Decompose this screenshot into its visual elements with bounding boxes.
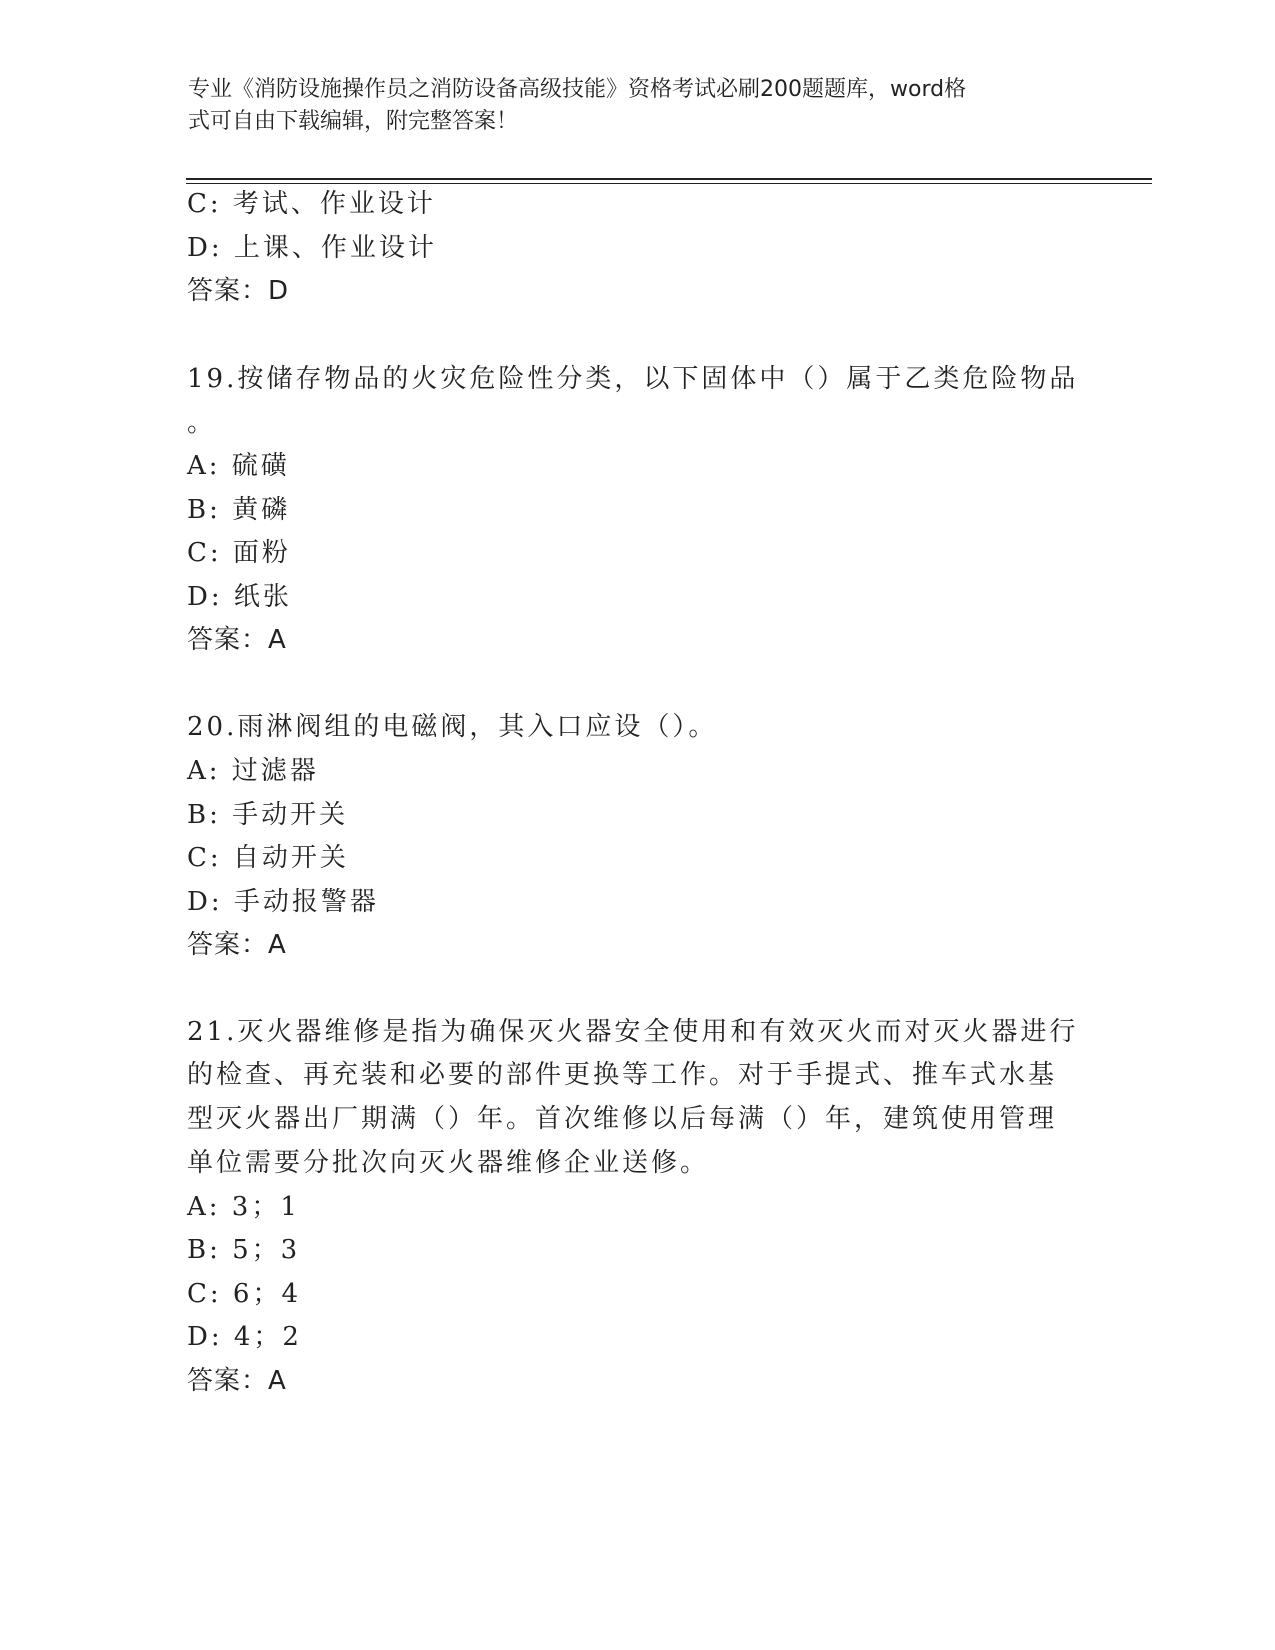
q21-option-a: A: 3；1 <box>187 1192 300 1222</box>
q21-text-line-4: 单位需要分批次向灭火器维修企业送修。 <box>187 1148 710 1178</box>
q21-answer: 答案：A <box>187 1366 287 1396</box>
q20-option-c: C: 自动开关 <box>187 843 349 873</box>
q19-answer: 答案：A <box>187 625 287 655</box>
prev-option-d: D: 上课、作业设计 <box>187 233 437 263</box>
q19-text-line-2: 。 <box>187 408 217 438</box>
q21-option-b: B: 5；3 <box>187 1235 301 1265</box>
q20-option-b: B: 手动开关 <box>187 800 349 830</box>
header-divider-thin <box>186 183 1152 184</box>
header-divider-thick <box>186 178 1152 180</box>
q19-option-c: C: 面粉 <box>187 538 291 568</box>
q21-text-line-3: 型灭火器出厂期满（）年。首次维修以后每满（）年，建筑使用管理 <box>187 1104 1058 1134</box>
q19-option-a: A: 硫磺 <box>187 451 290 481</box>
q19-text-line-1: 19.按储存物品的火灾危险性分类，以下固体中（）属于乙类危险物品 <box>187 364 1079 394</box>
q19-option-b: B: 黄磷 <box>187 495 291 525</box>
header-line-2: 式可自由下载编辑，附完整答案！ <box>188 109 519 134</box>
q21-text-line-1: 21.灭火器维修是指为确保灭火器安全使用和有效灭火而对灭火器进行 <box>187 1017 1079 1047</box>
q21-text-line-2: 的检查、再充装和必要的部件更换等工作。对于手提式、推车式水基 <box>187 1060 1058 1090</box>
q20-option-d: D: 手动报警器 <box>187 887 379 917</box>
q20-text-line-1: 20.雨淋阀组的电磁阀，其入口应设（）。 <box>187 712 718 742</box>
q20-option-a: A: 过滤器 <box>187 756 319 786</box>
q20-answer: 答案：A <box>187 930 287 960</box>
prev-option-c: C: 考试、作业设计 <box>187 189 436 219</box>
document-header <box>188 74 1068 138</box>
prev-answer: 答案：D <box>187 276 290 306</box>
header-line-1: 专业《消防设施操作员之消防设备高级技能》资格考试必刷200题题库，word格 <box>188 77 967 102</box>
q19-option-d: D: 纸张 <box>187 582 292 612</box>
q21-option-d: D: 4；2 <box>187 1322 302 1352</box>
q21-option-c: C: 6；4 <box>187 1279 302 1309</box>
